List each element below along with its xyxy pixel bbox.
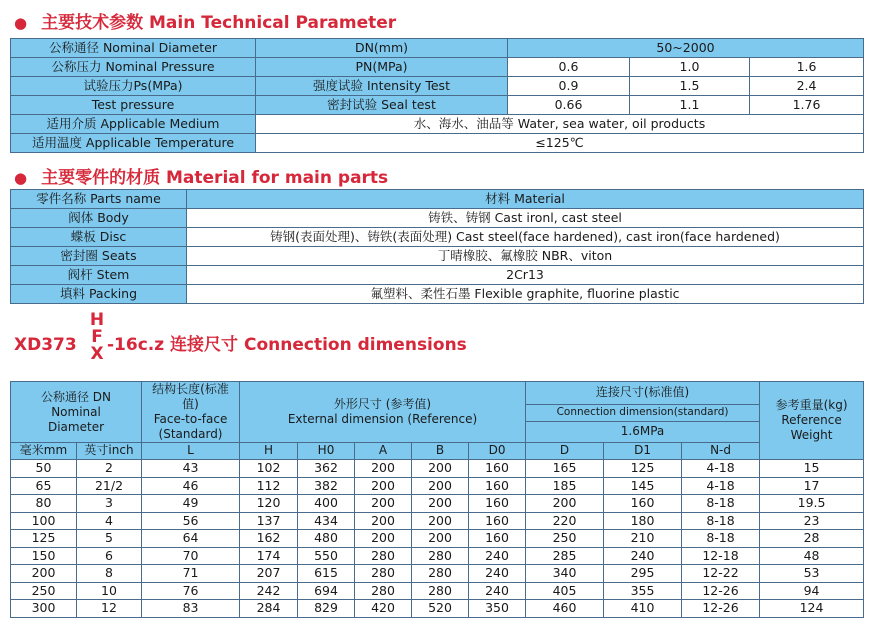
np-value: 1.6 — [750, 58, 864, 77]
section1-title: 主要技术参数 Main Technical Parameter — [41, 13, 397, 33]
dn-inch-cell: 21/2 — [77, 477, 142, 495]
dn-inch-cell: 8 — [77, 565, 142, 583]
dim-b-cell: 200 — [412, 460, 469, 478]
dn-inch-cell: 2 — [77, 460, 142, 478]
dim-b-cell: 200 — [412, 512, 469, 530]
table-row — [11, 134, 864, 153]
np-unit: PN(MPa) — [256, 58, 508, 77]
part-material: 氟塑料、柔性石墨 Flexible graphite, fluorine plastic — [187, 285, 864, 304]
bolt-n-d-cell: 12-18 — [682, 547, 760, 565]
intensity-value: 1.5 — [630, 77, 750, 96]
table-row — [11, 582, 864, 600]
dim-b-cell: 280 — [412, 547, 469, 565]
bolt-n-d-cell: 8-18 — [682, 495, 760, 513]
np-value: 1.0 — [630, 58, 750, 77]
length-l-cell: 43 — [142, 460, 240, 478]
dim-d-cell: 460 — [526, 600, 604, 618]
dim-b-cell: 200 — [412, 530, 469, 548]
dn-range: 50~2000 — [508, 39, 864, 58]
parts-name-header: 零件名称 Parts name — [11, 190, 187, 209]
col-header: B — [412, 443, 469, 460]
mm-header: 毫米mm — [11, 443, 77, 460]
dn-mm-cell: 300 — [11, 600, 77, 618]
part-material: 铸铁、铸钢 Cast ironl, cast steel — [187, 209, 864, 228]
dn-mm-cell: 250 — [11, 582, 77, 600]
height-h0-cell: 550 — [298, 547, 355, 565]
col-header: D — [526, 443, 604, 460]
height-h0-cell: 434 — [298, 512, 355, 530]
bolt-n-d-cell: 4-18 — [682, 477, 760, 495]
col-header: N-d — [682, 443, 760, 460]
bolt-n-d-cell: 12-26 — [682, 600, 760, 618]
dim-b-cell: 200 — [412, 495, 469, 513]
dim-d0-cell: 160 — [469, 460, 526, 478]
bullet-icon: ● — [14, 14, 28, 32]
dn-mm-cell: 100 — [11, 512, 77, 530]
dn-inch-cell: 3 — [77, 495, 142, 513]
external-dimension-header: 外形尺寸 (参考值) External dimension (Reference) — [240, 382, 526, 443]
table-row — [11, 512, 864, 530]
dim-b-cell: 280 — [412, 565, 469, 583]
height-h-cell: 137 — [240, 512, 298, 530]
height-h-cell: 174 — [240, 547, 298, 565]
variant-h: H — [89, 310, 105, 330]
np-value: 0.6 — [508, 58, 630, 77]
table-header-row — [11, 382, 864, 405]
dim-d1-cell: 145 — [604, 477, 682, 495]
weight-cell: 17 — [760, 477, 864, 495]
bullet-icon: ● — [14, 169, 28, 187]
col-header: D1 — [604, 443, 682, 460]
height-h-cell: 162 — [240, 530, 298, 548]
part-name: 密封圈 Seats — [11, 247, 187, 266]
height-h0-cell: 400 — [298, 495, 355, 513]
table-row — [11, 266, 864, 285]
dn-mm-cell: 50 — [11, 460, 77, 478]
dim-d0-cell: 350 — [469, 600, 526, 618]
length-l-cell: 83 — [142, 600, 240, 618]
dim-d-cell: 285 — [526, 547, 604, 565]
dim-d-cell: 220 — [526, 512, 604, 530]
dim-d0-cell: 160 — [469, 512, 526, 530]
table-row — [11, 460, 864, 478]
col-header: A — [355, 443, 412, 460]
seal-value: 1.1 — [630, 96, 750, 115]
table-row — [11, 209, 864, 228]
bolt-n-d-cell: 4-18 — [682, 460, 760, 478]
dim-a-cell: 200 — [355, 460, 412, 478]
dim-d1-cell: 160 — [604, 495, 682, 513]
dim-d0-cell: 160 — [469, 495, 526, 513]
variant-x: X — [90, 344, 104, 364]
material-header: 材料 Material — [187, 190, 864, 209]
dim-d-cell: 185 — [526, 477, 604, 495]
face-to-face-header: 结构长度(标准值) Face-to-face (Standard) — [142, 382, 240, 443]
table-row — [11, 228, 864, 247]
weight-cell: 19.5 — [760, 495, 864, 513]
length-l-cell: 46 — [142, 477, 240, 495]
temperature-label: 适用温度 Applicable Temperature — [11, 134, 256, 153]
table-row — [11, 285, 864, 304]
dim-d1-cell: 125 — [604, 460, 682, 478]
pressure-header: 1.6MPa — [526, 421, 760, 443]
table-header-row — [11, 190, 864, 209]
length-l-cell: 76 — [142, 582, 240, 600]
temperature-value: ≤125℃ — [256, 134, 864, 153]
dim-d1-cell: 410 — [604, 600, 682, 618]
bolt-n-d-cell: 12-22 — [682, 565, 760, 583]
length-l-cell: 64 — [142, 530, 240, 548]
height-h-cell: 284 — [240, 600, 298, 618]
test-pressure-label: 试验压力Ps(MPa) — [11, 77, 256, 96]
dim-b-cell: 280 — [412, 582, 469, 600]
height-h-cell: 207 — [240, 565, 298, 583]
dim-d0-cell: 160 — [469, 530, 526, 548]
part-name: 填料 Packing — [11, 285, 187, 304]
table-row — [11, 58, 864, 77]
height-h-cell: 102 — [240, 460, 298, 478]
dim-d-cell: 340 — [526, 565, 604, 583]
dim-b-cell: 200 — [412, 477, 469, 495]
part-name: 阀体 Body — [11, 209, 187, 228]
height-h-cell: 120 — [240, 495, 298, 513]
table-row — [11, 565, 864, 583]
table-row — [11, 477, 864, 495]
height-h0-cell: 362 — [298, 460, 355, 478]
dim-b-cell: 520 — [412, 600, 469, 618]
part-material: 丁晴橡胶、氟橡胶 NBR、viton — [187, 247, 864, 266]
dn-inch-cell: 4 — [77, 512, 142, 530]
dn-mm-cell: 80 — [11, 495, 77, 513]
dim-a-cell: 200 — [355, 495, 412, 513]
dim-a-cell: 200 — [355, 530, 412, 548]
part-material: 2Cr13 — [187, 266, 864, 285]
col-header: H0 — [298, 443, 355, 460]
connection-dimension-subtitle: Connection dimension(standard) — [526, 404, 760, 421]
height-h0-cell: 382 — [298, 477, 355, 495]
variant-f: F — [91, 327, 103, 347]
table-row — [11, 530, 864, 548]
part-material: 铸钢(表面处理)、铸铁(表面处理) Cast steel(face hardened), cast iron(face hardened) — [187, 228, 864, 247]
np-label: 公称压力 Nominal Pressure — [11, 58, 256, 77]
model-prefix: XD373 — [14, 335, 77, 355]
table-row — [11, 39, 864, 58]
bolt-n-d-cell: 12-26 — [682, 582, 760, 600]
table-row — [11, 115, 864, 134]
table-row — [11, 600, 864, 618]
dn-header: 公称通径 DN Nominal Diameter — [11, 382, 142, 443]
length-l-cell: 71 — [142, 565, 240, 583]
connection-dimension-table — [10, 381, 864, 618]
intensity-label: 强度试验 Intensity Test — [256, 77, 508, 96]
height-h0-cell: 694 — [298, 582, 355, 600]
length-l-cell: 49 — [142, 495, 240, 513]
table-row — [11, 495, 864, 513]
weight-header: 参考重量(kg) Reference Weight — [760, 382, 864, 460]
dim-d0-cell: 240 — [469, 565, 526, 583]
dim-d0-cell: 240 — [469, 582, 526, 600]
inch-header: 英寸inch — [77, 443, 142, 460]
dn-inch-cell: 10 — [77, 582, 142, 600]
part-name: 蝶板 Disc — [11, 228, 187, 247]
medium-label: 适用介质 Applicable Medium — [11, 115, 256, 134]
section2-heading — [14, 163, 388, 188]
weight-cell: 48 — [760, 547, 864, 565]
section2-title: 主要零件的材质 Material for main parts — [41, 168, 389, 188]
dim-a-cell: 200 — [355, 512, 412, 530]
dim-a-cell: 280 — [355, 582, 412, 600]
dim-d1-cell: 355 — [604, 582, 682, 600]
dn-inch-cell: 12 — [77, 600, 142, 618]
dim-d-cell: 165 — [526, 460, 604, 478]
dn-mm-cell: 65 — [11, 477, 77, 495]
intensity-value: 0.9 — [508, 77, 630, 96]
dim-a-cell: 280 — [355, 565, 412, 583]
bolt-n-d-cell: 8-18 — [682, 512, 760, 530]
part-name: 阀杆 Stem — [11, 266, 187, 285]
test-pressure-label-en: Test pressure — [11, 96, 256, 115]
table-row — [11, 247, 864, 266]
weight-cell: 28 — [760, 530, 864, 548]
dim-a-cell: 280 — [355, 547, 412, 565]
bolt-n-d-cell: 8-18 — [682, 530, 760, 548]
height-h-cell: 242 — [240, 582, 298, 600]
seal-value: 0.66 — [508, 96, 630, 115]
height-h0-cell: 480 — [298, 530, 355, 548]
dn-mm-cell: 200 — [11, 565, 77, 583]
weight-cell: 124 — [760, 600, 864, 618]
col-header: D0 — [469, 443, 526, 460]
technical-parameter-table — [10, 38, 864, 153]
intensity-value: 2.4 — [750, 77, 864, 96]
col-header: H — [240, 443, 298, 460]
length-l-cell: 70 — [142, 547, 240, 565]
weight-cell: 53 — [760, 565, 864, 583]
dim-d-cell: 405 — [526, 582, 604, 600]
height-h0-cell: 829 — [298, 600, 355, 618]
weight-cell: 15 — [760, 460, 864, 478]
dim-d-cell: 250 — [526, 530, 604, 548]
weight-cell: 94 — [760, 582, 864, 600]
table-row — [11, 96, 864, 115]
seal-label: 密封试验 Seal test — [256, 96, 508, 115]
height-h0-cell: 615 — [298, 565, 355, 583]
material-table — [10, 189, 864, 304]
dim-a-cell: 420 — [355, 600, 412, 618]
medium-value: 水、海水、油品等 Water, sea water, oil products — [256, 115, 864, 134]
dim-d1-cell: 210 — [604, 530, 682, 548]
seal-value: 1.76 — [750, 96, 864, 115]
section3-title — [14, 327, 467, 355]
table-row — [11, 77, 864, 96]
dn-unit: DN(mm) — [256, 39, 508, 58]
dn-inch-cell: 5 — [77, 530, 142, 548]
col-header: L — [142, 443, 240, 460]
dim-d-cell: 200 — [526, 495, 604, 513]
model-suffix: -16c.z 连接尺寸 Connection dimensions — [107, 335, 467, 355]
dim-d0-cell: 160 — [469, 477, 526, 495]
height-h-cell: 112 — [240, 477, 298, 495]
table-header-row — [11, 443, 864, 460]
dn-label: 公称通径 Nominal Diameter — [11, 39, 256, 58]
connection-dimension-title: 连接尺寸(标准值) — [526, 382, 760, 405]
dim-d1-cell: 240 — [604, 547, 682, 565]
dim-d0-cell: 240 — [469, 547, 526, 565]
table-row — [11, 547, 864, 565]
dim-d1-cell: 295 — [604, 565, 682, 583]
dn-mm-cell: 125 — [11, 530, 77, 548]
dn-inch-cell: 6 — [77, 547, 142, 565]
dim-d1-cell: 180 — [604, 512, 682, 530]
dim-a-cell: 200 — [355, 477, 412, 495]
section1-heading — [14, 8, 396, 33]
length-l-cell: 56 — [142, 512, 240, 530]
dn-mm-cell: 150 — [11, 547, 77, 565]
weight-cell: 23 — [760, 512, 864, 530]
